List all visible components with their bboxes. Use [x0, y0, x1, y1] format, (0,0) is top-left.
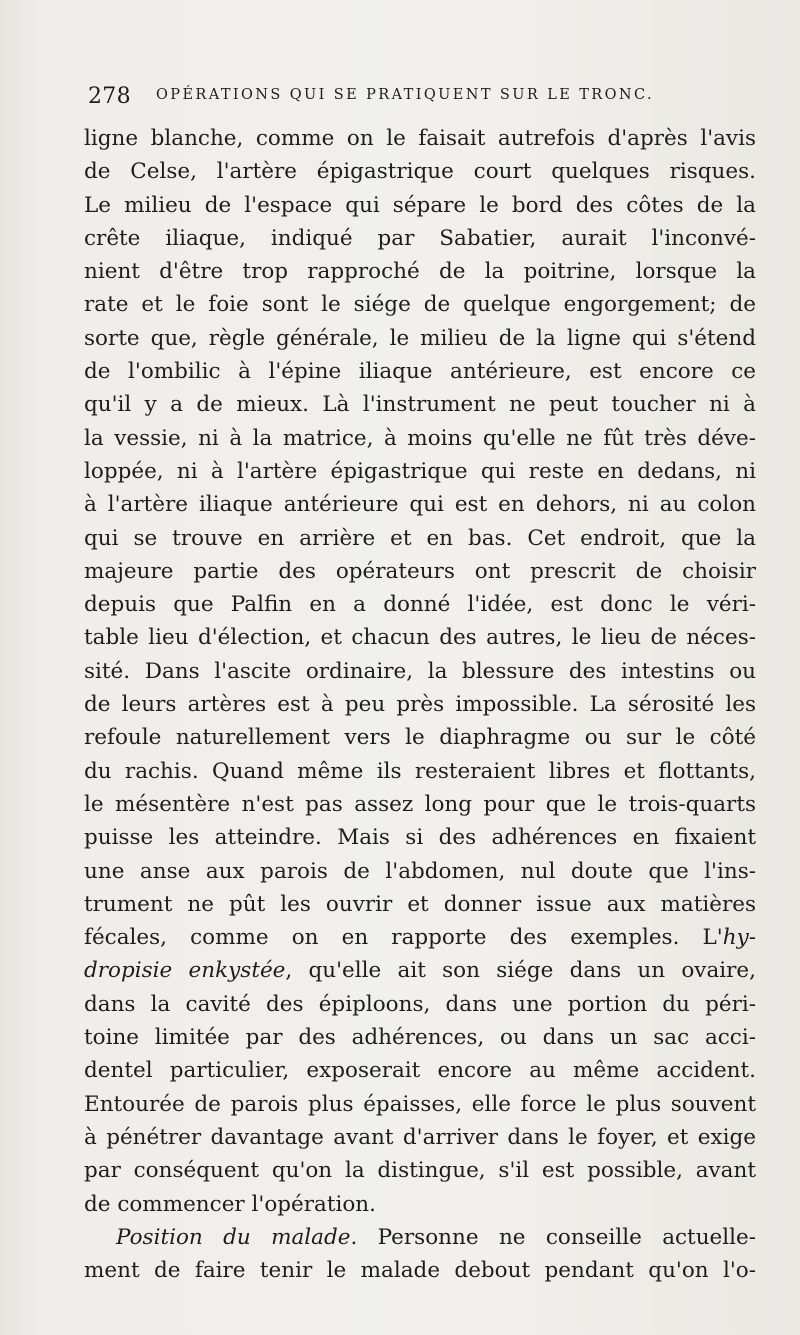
- text-line: nient d'être trop rapproché de la poitrine, lorsque la: [84, 259, 756, 285]
- text-line: de Celse, l'artère épigastrique court quelques risques.: [84, 159, 756, 185]
- text-line: [84, 954, 756, 987]
- text-line: table lieu d'élection, et chacun des autres, le lieu de néces-: [84, 625, 756, 651]
- italic-run: Position du malade: [116, 1224, 351, 1250]
- text-line: crête iliaque, indiqué par Sabatier, aurait l'inconvé-: [84, 225, 756, 251]
- text-line: qu'il y a de mieux. Là l'instrument ne peut toucher ni à: [84, 392, 756, 418]
- text-line: majeure partie des opérateurs ont prescrit de choisir: [84, 558, 756, 584]
- text-line: à pénétrer davantage avant d'arriver dans le foyer, et exige: [84, 1124, 756, 1150]
- body-text: [84, 122, 756, 1287]
- text-line: Le milieu de l'espace qui sépare le bord des côtes de la: [84, 192, 756, 218]
- text-line: sité. Dans l'ascite ordinaire, la blessure des intestins ou: [84, 658, 756, 684]
- text-run: , qu'elle ait son siége dans un ovaire,: [285, 958, 756, 984]
- text-line: loppée, ni à l'artère épigastrique qui reste en dedans, ni: [84, 458, 756, 484]
- text-run: . Personne ne conseille actuelle-: [350, 1224, 756, 1250]
- text-line: ligne blanche, comme on le faisait autrefois d'après l'avis: [84, 126, 756, 151]
- running-title: OPÉRATIONS QUI SE PRATIQUENT SUR LE TRONC.: [156, 87, 654, 103]
- text-line: qui se trouve en arrière et en bas. Cet endroit, que la: [84, 525, 756, 551]
- text-line: puisse les atteindre. Mais si des adhérences en fixaient: [84, 825, 756, 851]
- text-line: la vessie, ni à la matrice, à moins qu'elle ne fût très déve-: [84, 425, 756, 451]
- text-line: du rachis. Quand même ils resteraient libres et flottants,: [84, 758, 756, 784]
- paragraph-start-line: [84, 1221, 756, 1254]
- text-run: fécales, comme on en rapporte des exemples. L': [84, 925, 723, 951]
- text-line: depuis que Palfin en a donné l'idée, est donc le véri-: [84, 592, 756, 618]
- text-line: [84, 921, 756, 954]
- text-line: une anse aux parois de l'abdomen, nul doute que l'ins-: [84, 858, 756, 884]
- text-line: toine limitée par des adhérences, ou dans un sac acci-: [84, 1025, 756, 1051]
- text-line: de leurs artères est à peu près impossible. La sérosité les: [84, 692, 756, 718]
- text-line: dentel particulier, exposerait encore au même accident.: [84, 1058, 756, 1084]
- page-number: 278: [88, 84, 131, 109]
- text-line: ment de faire tenir le malade debout pendant qu'on l'o-: [84, 1258, 756, 1284]
- paragraph-end-line: de commencer l'opération.: [84, 1191, 376, 1217]
- text-line: refoule naturellement vers le diaphragme ou sur le côté: [84, 725, 756, 751]
- italic-run: hy-: [722, 925, 756, 951]
- text-line: sorte que, règle générale, le milieu de la ligne qui s'étend: [84, 325, 756, 351]
- text-line: dans la cavité des épiploons, dans une portion du péri-: [84, 991, 756, 1017]
- italic-run: dropisie enkystée: [84, 958, 286, 984]
- text-line: de l'ombilic à l'épine iliaque antérieure, est encore ce: [84, 359, 756, 385]
- text-line: par conséquent qu'on la distingue, s'il est possible, avant: [84, 1158, 756, 1184]
- text-line: à l'artère iliaque antérieure qui est en dehors, ni au colon: [84, 492, 756, 518]
- text-line: rate et le foie sont le siége de quelque engorgement; de: [84, 292, 756, 318]
- text-line: trument ne pût les ouvrir et donner issue aux matières: [84, 891, 756, 917]
- running-head: [88, 84, 738, 114]
- text-line: Entourée de parois plus épaisses, elle force le plus souvent: [84, 1091, 756, 1117]
- text-line: le mésentère n'est pas assez long pour que le trois-quarts: [84, 791, 756, 817]
